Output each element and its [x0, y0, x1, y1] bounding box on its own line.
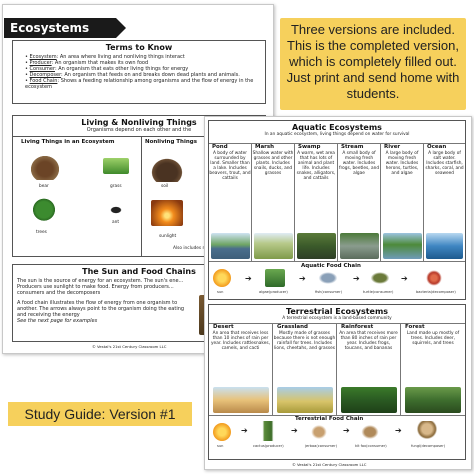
also-includes: Also includes r — [173, 246, 205, 251]
aquatic-row-bottom — [209, 261, 465, 262]
aquatic-col-text: A body of water surrounded by land. Smaller than a lake. Includes beavers, trout, and cattails — [209, 151, 251, 181]
chain-arrow-icon: ➔ — [395, 426, 402, 435]
jerboa-image — [309, 423, 329, 441]
algae-image — [265, 269, 285, 287]
aquatic-box — [208, 120, 466, 300]
swamp-photo — [297, 233, 336, 259]
ant-label: ant — [112, 220, 120, 225]
terrestrial-title: Terrestrial Ecosystems — [285, 307, 389, 316]
terms-title: Terms to Know — [105, 43, 173, 52]
sunlight-label: sunlight — [159, 234, 177, 239]
stream-photo — [340, 233, 379, 259]
chain-label: algae(producer) — [259, 290, 288, 294]
aquatic-col-name: Pond — [212, 144, 228, 150]
chain-label: fish(consumer) — [315, 290, 343, 294]
nonliving-header: Nonliving Things — [145, 139, 197, 145]
marsh-photo — [254, 233, 293, 259]
term-item: • Food Chain: Shows a feeding relationship among organisms and the flow of energy in the ecosystem — [25, 78, 254, 90]
chain-arrow-icon: ➔ — [241, 426, 248, 435]
bear-image — [31, 156, 59, 180]
chain-arrow-icon: ➔ — [343, 426, 350, 435]
study-guide-text: Study Guide: Version #1 — [24, 406, 176, 422]
sunlight-image — [151, 200, 183, 226]
trees-label: trees — [36, 230, 47, 235]
aquatic-col-text: A large body of salt water. Includes starfish, sharks, coral, and seaweed — [425, 151, 464, 176]
desert-photo — [213, 387, 269, 413]
chain-label: sun — [217, 290, 224, 294]
living-title: Living & Nonliving Things — [81, 118, 197, 127]
aquatic-chain-title: Aquatic Food Chain — [301, 263, 361, 269]
term-def: : Shows a feeding relationship among organisms and the flow of energy in the ecosystem — [25, 78, 254, 90]
aquatic-col-name: Marsh — [255, 144, 275, 150]
term-label: Ecosystem — [29, 54, 57, 60]
term-item: • Ecosystem: An area where living and nonliving things interact — [25, 54, 185, 60]
term-label: Producer — [29, 60, 52, 66]
chain-label: fungi(decomposer) — [411, 444, 446, 448]
terrestrial-col-name: Desert — [213, 324, 234, 330]
living-header: Living Things in an Ecosystem — [21, 139, 115, 145]
rainforest-photo — [341, 387, 397, 413]
sun-para1: The sun is the source of energy for an ecosystem. The sun's ene... Producers use sunlight to make food. Energy from producers... consumers and the decomposers — [17, 278, 184, 296]
ant-image — [103, 202, 129, 218]
soil-label: soil — [161, 184, 169, 189]
terrestrial-col-name: Forest — [405, 324, 425, 330]
term-label: Food Chain — [29, 78, 58, 84]
pond-photo — [211, 233, 250, 259]
soil-image — [151, 158, 183, 182]
term-def: : An organism that makes its own food — [51, 60, 149, 66]
term-item: • Consumer: An organism that eats other living things for energy — [25, 66, 189, 72]
aquatic-title: Aquatic Ecosystems — [292, 123, 382, 132]
ecosystems-badge: Ecosystems — [4, 18, 116, 38]
sun-icon — [213, 423, 231, 441]
chain-arrow-icon: ➔ — [291, 426, 298, 435]
chain-label: kit fox(consumer) — [355, 444, 387, 448]
aquatic-col-name: River — [384, 144, 401, 150]
study-guide-label — [8, 402, 192, 426]
aquatic-subtitle: In an aquatic ecosystem, living things depend on water for survival — [264, 132, 410, 137]
river-photo — [383, 233, 422, 259]
chain-label: turtle(consumer) — [363, 290, 394, 294]
aquatic-col-text: Shallow water with grasses and other plants. Includes snails, ducks, and grasses — [252, 151, 294, 176]
turtle-image — [369, 271, 391, 285]
fungi-image — [415, 421, 439, 441]
bacteria-image — [423, 269, 445, 287]
chain-label: sun — [217, 444, 224, 448]
terrestrial-col-name: Rainforest — [341, 324, 374, 330]
living-col-divider — [141, 136, 142, 256]
chain-label: bacteria(decomposer) — [416, 290, 456, 294]
terrestrial-col-text: Land made up mostly of trees. Includes deer, squirrels, and trees — [406, 331, 460, 346]
back-footer: © Vestal's 21st Century Classroom LLC — [92, 344, 167, 349]
term-def: : An organism that feeds on and breaks down dead plants and animals. — [61, 72, 240, 78]
term-label: Decomposer — [29, 72, 62, 78]
term-item: • Producer: An organism that makes its own food — [25, 60, 149, 66]
badge-arrow — [116, 18, 126, 38]
aquatic-col-name: Swamp — [298, 144, 321, 150]
cactus-image — [259, 421, 277, 441]
chain-label: cactus(producer) — [253, 444, 284, 448]
living-divider — [13, 136, 213, 137]
callout-text: Three versions are included. This is the completed version, which is completely filled out. Just print and send home with students. — [286, 22, 460, 101]
chain-arrow-icon: ➔ — [401, 274, 408, 283]
grassland-photo — [277, 387, 333, 413]
term-def: : An organism that eats other living things for energy — [54, 66, 189, 72]
terrestrial-col-name: Grassland — [277, 324, 308, 330]
forest-photo — [405, 387, 461, 413]
chain-arrow-icon: ➔ — [299, 274, 306, 283]
grass-image — [103, 158, 129, 174]
terrestrial-subtitle: A terrestrial ecosystem is a land-based community — [282, 316, 392, 321]
trees-image — [33, 198, 55, 224]
terrestrial-col-text: Mostly made of grasses because there is not enough rainfall for trees. Includes lions, cheetahs, and grasses — [273, 331, 336, 351]
sun-para2: A food chain illustrates the flow of energy from one organism to another. The arrows always point to the organism doing the eating and receiving the energy — [17, 300, 185, 318]
terrestrial-box — [208, 304, 466, 460]
terrestrial-col-text: An area that receives more than 80 inches of rain per year. Includes frogs, toucans, and bananas — [339, 331, 398, 351]
chain-arrow-icon: ➔ — [245, 274, 252, 283]
kit-fox-image — [359, 423, 381, 441]
versions-callout — [280, 18, 466, 110]
grass-label: grass — [110, 184, 122, 189]
living-subtitle: Organisms depend on each other and the — [86, 127, 192, 133]
aquatic-col-text: A small body of moving fresh water. Includes frogs, beetles, and algae — [338, 151, 380, 176]
terrestrial-chain-title: Terrestrial Food Chain — [295, 416, 364, 422]
terms-list — [17, 54, 261, 90]
bear-label: bear — [39, 184, 49, 189]
chain-label: jerboa(consumer) — [305, 444, 337, 448]
ocean-photo — [426, 233, 463, 259]
terrestrial-col-text: An area that receives less than 10 inches of rain per year. Includes rattlesnakes, camels, and cacti — [211, 331, 270, 351]
term-label: Consumer — [29, 66, 55, 72]
sun-note: See the next page for examples — [17, 318, 98, 324]
aquatic-col-text: A warm, wet area that has lots of animal and plant life. Includes snakes, alligators, and cattails — [296, 151, 336, 181]
front-footer: © Vestal's 21st Century Classroom LLC — [292, 462, 367, 467]
term-item: • Decomposer: An organism that feeds on and breaks down dead plants and animals. — [25, 72, 240, 78]
aquatic-col-name: Stream — [341, 144, 364, 150]
fish-image — [317, 271, 339, 285]
terms-box — [12, 40, 266, 104]
chain-arrow-icon: ➔ — [353, 274, 360, 283]
aquatic-col-text: A large body of moving fresh water. Includes herons, turtles, and algae — [385, 151, 419, 176]
term-def: : An area where living and nonliving things interact — [56, 54, 185, 60]
sun-chain-title: The Sun and Food Chains — [82, 267, 196, 276]
aquatic-col-name: Ocean — [427, 144, 447, 150]
sun-icon — [213, 269, 231, 287]
